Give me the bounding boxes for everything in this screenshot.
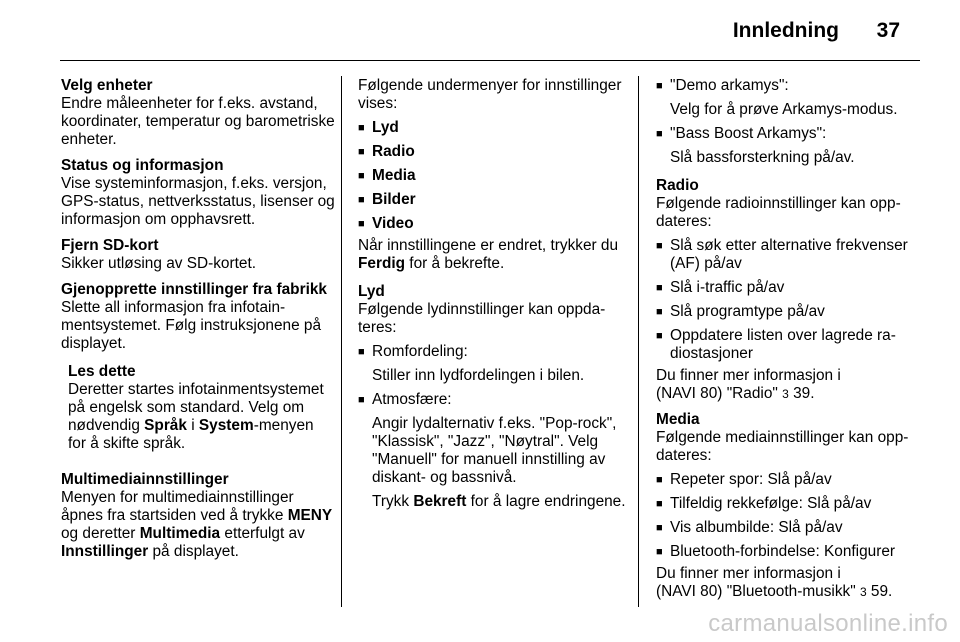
list-item [358, 391, 626, 409]
page-number: 37 [876, 19, 900, 42]
note-text-part: i [186, 417, 199, 434]
bullet-icon: ■ [358, 146, 365, 158]
section-media [656, 411, 924, 601]
item-description: Angir lydalternativ f.eks. "Pop-rock", "Klassisk", "Jazz", "Nøytral". Velg "Manuell" for manuell innstilling av diskant- og bassnivå. [372, 415, 617, 486]
item-description: Velg for å prøve Arkamys-modus. [670, 101, 898, 118]
text-part: (NAVI 80) "Bluetooth-musikk" [656, 583, 860, 600]
section-velg-enheter [61, 77, 335, 149]
page-ref: 39. [788, 385, 815, 402]
bullet-icon: ■ [358, 218, 365, 230]
page-ref: 59. [866, 583, 893, 600]
section-text: Slette all informasjon fra infotainmentsystemet. Følg instruksjonene på displayet. [61, 299, 322, 352]
note-heading: Les dette [68, 363, 136, 380]
item-label: Repeter spor: Slå på/av [670, 471, 832, 488]
item-description: Stiller inn lydfordelingen i bilen. [372, 367, 585, 384]
list-item [656, 495, 924, 513]
submenu-name: Media [372, 167, 416, 184]
arrow-icon: 3 [782, 387, 789, 401]
item-label: Romfordeling: [372, 343, 468, 360]
text-part: for å lagre endringene. [466, 493, 626, 510]
list-item [656, 279, 924, 297]
list-item [358, 191, 626, 209]
item-description: Slå bassforsterkning på/av. [670, 149, 855, 166]
menu-term: MENY [287, 507, 333, 524]
bullet-icon: ■ [656, 474, 663, 486]
section-heading: Status og informasjon [61, 157, 224, 174]
section-text: Endre måleenheter for f.eks. avstand, koordinater, temperatur og barometriske enheter. [61, 95, 335, 148]
bullet-icon: ■ [656, 330, 663, 342]
note-text-part: Deretter startes infotainmentsystemet på engelsk som standard. Velg om nødvendig [68, 381, 324, 434]
section-radio [656, 177, 924, 403]
item-label: Atmosfære: [372, 391, 452, 408]
bullet-icon: ■ [656, 306, 663, 318]
list-item [656, 125, 924, 143]
submenu-name: Radio [372, 143, 415, 160]
submenu-name: Bilder [372, 191, 416, 208]
section-heading: Radio [656, 177, 699, 194]
section-heading: Multimediainnstillinger [61, 471, 229, 488]
item-label: Slå søk etter alternative frekvenser (AF) på/av [670, 237, 908, 272]
section-text: Følgende radioinnstillinger kan oppdateres: [656, 195, 901, 230]
reference-text: Du finner mer informasjon i [656, 565, 841, 582]
bullet-icon: ■ [656, 240, 663, 252]
column-divider [638, 76, 639, 607]
text-part: etterfulgt av [220, 525, 305, 542]
note-box [68, 363, 335, 453]
section-status [61, 157, 335, 229]
section-text: Følgende mediainnstillinger kan oppdateres: [656, 429, 909, 464]
bullet-icon: ■ [358, 170, 365, 182]
item-label: "Demo arkamys": [670, 77, 789, 94]
bullet-icon: ■ [358, 346, 365, 358]
watermark: carmanualsonline.info [708, 610, 948, 637]
header-rule [60, 60, 920, 61]
section-heading: Lyd [358, 283, 385, 300]
note-text [68, 381, 335, 453]
section-text [61, 489, 335, 561]
menu-term: Multimedia [139, 525, 221, 542]
reference-text: Du finner mer informasjon i [656, 367, 841, 384]
section-heading: Gjenopprette innstillinger fra fabrikk [61, 281, 327, 298]
bullet-icon: ■ [358, 122, 365, 134]
bullet-icon: ■ [656, 80, 663, 92]
item-label: Slå programtype på/av [670, 303, 825, 320]
item-description [358, 493, 626, 511]
list-item [358, 143, 626, 161]
section-text: Følgende lydinnstillinger kan oppdateres: [358, 301, 606, 336]
submenu-intro: Følgende undermenyer for innstillinger vises: [358, 77, 622, 112]
list-item [656, 77, 924, 95]
submenu-name: Video [372, 215, 414, 232]
confirm-text [358, 237, 626, 273]
submenu-name: Lyd [372, 119, 399, 136]
text-part: for å bekrefte. [405, 255, 505, 272]
list-item [358, 119, 626, 137]
item-label: Vis albumbilde: Slå på/av [670, 519, 843, 536]
text-part: på displayet. [148, 543, 239, 560]
section-heading: Media [656, 411, 700, 428]
item-label: Bluetooth-forbindelse: Konfigurer [670, 543, 896, 560]
bullet-icon: ■ [656, 546, 663, 558]
column-divider [341, 76, 342, 607]
section-text: Vise systeminformasjon, f.eks. versjon, GPS-status, nettverksstatus, lisenser og informasjon om opphavsrett. [61, 175, 335, 228]
menu-term: Bekreft [413, 493, 467, 510]
section-text: Sikker utløsing av SD-kortet. [61, 255, 257, 272]
column-2 [358, 77, 626, 519]
bullet-icon: ■ [656, 522, 663, 534]
text-part: Når innstillingene er endret, trykker du [358, 237, 619, 254]
text-part: Trykk [372, 493, 414, 510]
item-label: Tilfeldig rekkefølge: Slå på/av [670, 495, 872, 512]
list-item [656, 303, 924, 321]
section-factory-reset [61, 281, 335, 453]
text-part: og deretter [61, 525, 140, 542]
item-label: "Bass Boost Arkamys": [670, 125, 827, 142]
arrow-icon: 3 [859, 585, 867, 599]
list-item [358, 215, 626, 233]
bullet-icon: ■ [656, 282, 663, 294]
text-part: (NAVI 80) "Radio" [656, 385, 783, 402]
bullet-icon: ■ [656, 128, 663, 140]
item-label: Oppdatere listen over lagrede radiostasjoner [670, 327, 896, 362]
header-title: Innledning [732, 19, 839, 42]
list-item [656, 237, 924, 273]
reference-link [656, 583, 924, 601]
list-item [358, 167, 626, 185]
list-item [656, 543, 924, 561]
text-part: Menyen for multimediainnstillinger åpnes fra startsiden ved å trykke [61, 489, 294, 524]
section-heading: Fjern SD-kort [61, 237, 159, 254]
section-heading: Velg enheter [61, 77, 153, 94]
menu-term: Ferdig [358, 255, 406, 272]
section-multimedia [61, 471, 335, 561]
section-lyd [358, 283, 626, 511]
list-item [656, 519, 924, 537]
menu-term: System [198, 417, 254, 434]
note-text-part: -menyen for å skifte språk. [68, 417, 314, 452]
bullet-icon: ■ [358, 194, 365, 206]
column-3 [656, 77, 924, 609]
bullet-icon: ■ [358, 394, 365, 406]
item-label: Slå i-traffic på/av [670, 279, 785, 296]
list-item [656, 471, 924, 489]
menu-term: Innstillinger [61, 543, 149, 560]
column-1 [61, 77, 335, 569]
bullet-icon: ■ [656, 498, 663, 510]
menu-term: Språk [144, 417, 187, 434]
list-item [358, 343, 626, 361]
list-item [656, 327, 924, 363]
reference-link [656, 385, 924, 403]
section-sd-kort [61, 237, 335, 273]
